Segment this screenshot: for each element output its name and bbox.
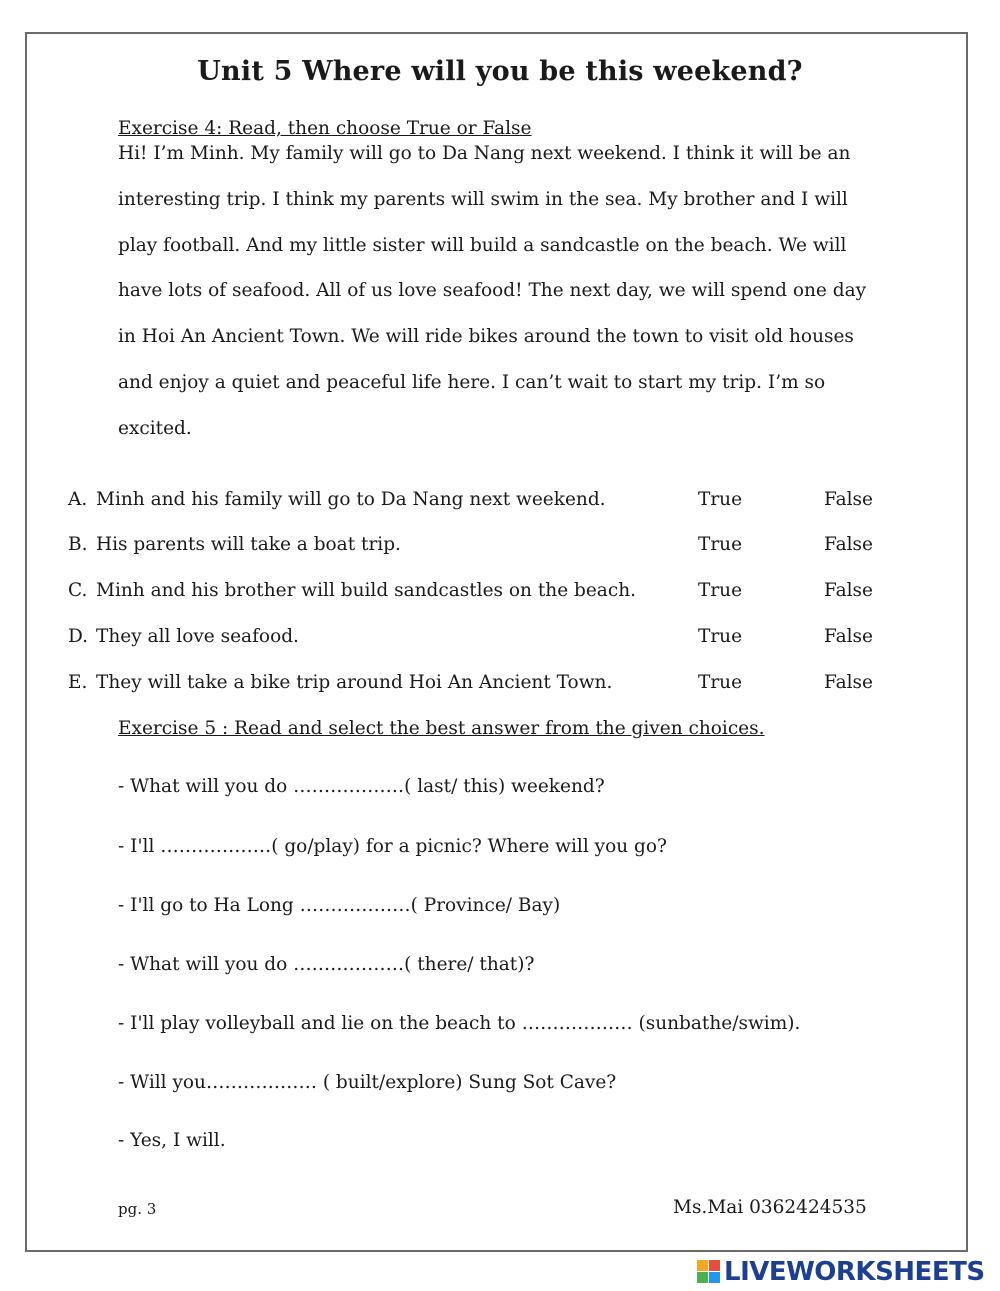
liveworksheets-logo-icon — [697, 1260, 721, 1284]
dialogue-line: - I'll play volleyball and lie on the beach to ……………… (sunbathe/swim). — [118, 1013, 801, 1034]
question-text: They will take a bike trip around Hoi An Ancient Town. — [96, 672, 613, 693]
passage-line: play football. And my little sister will build a sandcastle on the beach. We will — [118, 234, 847, 256]
dialogue-line: - What will you do ………………( last/ this) weekend? — [118, 776, 605, 797]
reading-passage — [118, 143, 898, 464]
dialogue-line: - Will you……………… ( built/explore) Sung Sot Cave? — [118, 1072, 617, 1093]
question-text: Minh and his family will go to Da Nang next weekend. — [96, 489, 606, 510]
false-option[interactable]: False — [824, 672, 873, 693]
question-text: His parents will take a boat trip. — [96, 534, 401, 555]
true-option[interactable]: True — [698, 489, 743, 510]
question-row-d — [68, 626, 948, 652]
passage-line: in Hoi An Ancient Town. We will ride bikes around the town to visit old houses — [118, 326, 854, 348]
exercise-5-heading: Exercise 5 : Read and select the best answer from the given choices. — [118, 718, 765, 739]
false-option[interactable]: False — [824, 580, 873, 601]
question-letter: B. — [68, 534, 88, 555]
dialogue-line: - I'll go to Ha Long ………………( Province/ Bay) — [118, 895, 561, 916]
true-option[interactable]: True — [698, 672, 743, 693]
exercise-4-heading: Exercise 4: Read, then choose True or False — [118, 118, 532, 139]
dialogue-line: - What will you do ………………( there/ that)? — [118, 954, 535, 975]
question-text: They all love seafood. — [96, 626, 299, 647]
passage-line: Hi! I’m Minh. My family will go to Da Nang next weekend. I think it will be an — [118, 143, 851, 164]
author-contact: Ms.Mai 0362424535 — [673, 1197, 867, 1218]
dialogue-line: - I'll ………………( go/play) for a picnic? Where will you go? — [118, 836, 667, 857]
false-option[interactable]: False — [824, 489, 873, 510]
passage-line: have lots of seafood. All of us love seafood! The next day, we will spend one day — [118, 280, 867, 302]
true-option[interactable]: True — [698, 626, 743, 647]
question-letter: C. — [68, 580, 88, 601]
passage-line: interesting trip. I think my parents will swim in the sea. My brother and I will — [118, 188, 848, 210]
passage-line: and enjoy a quiet and peaceful life here. I can’t wait to start my trip. I’m so — [118, 371, 826, 393]
liveworksheets-brand[interactable] — [697, 1258, 985, 1286]
false-option[interactable]: False — [824, 626, 873, 647]
true-option[interactable]: True — [698, 580, 743, 601]
passage-line: excited. — [118, 417, 192, 439]
true-option[interactable]: True — [698, 534, 743, 555]
question-letter: D. — [68, 626, 89, 647]
page-number: pg. 3 — [118, 1200, 157, 1218]
question-letter: A. — [68, 489, 88, 510]
question-letter: E. — [68, 672, 88, 693]
brand-name: LIVEWORKSHEETS — [724, 1257, 985, 1287]
question-row-c — [68, 580, 948, 606]
page-title: Unit 5 Where will you be this weekend? — [197, 56, 803, 87]
dialogue-line: - Yes, I will. — [118, 1130, 226, 1151]
question-text: Minh and his brother will build sandcastles on the beach. — [96, 580, 636, 601]
question-row-a — [68, 489, 948, 515]
false-option[interactable]: False — [824, 534, 873, 555]
question-row-b — [68, 534, 948, 560]
question-row-e — [68, 672, 948, 698]
